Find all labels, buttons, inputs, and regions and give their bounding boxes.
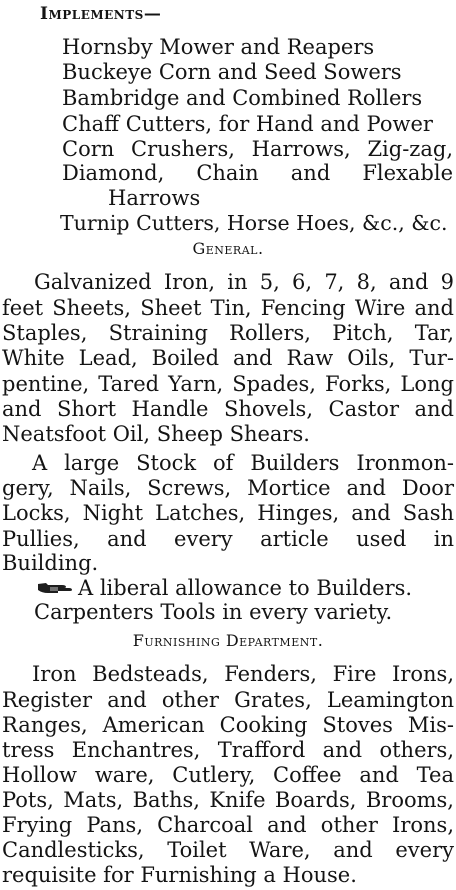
carpenters-tools-line: Carpenters Tools in every variety.: [34, 600, 393, 624]
implement-item: Bambridge and Combined Rollers: [62, 86, 423, 110]
general-para-line: pentine, Tared Yarn, Spades, Forks, Long: [2, 372, 454, 396]
general-para-line: Staples, Straining Rollers, Pitch, Tar,: [2, 321, 454, 345]
implement-item: Buckeye Corn and Seed Sowers: [62, 60, 402, 84]
builders-notice: [36, 576, 412, 600]
furnishing-para-line: Register and other Grates, Leamington: [2, 688, 454, 712]
general-para-line: feet Sheets, Sheet Tin, Fencing Wire and: [2, 296, 454, 320]
builders-allowance-text: A liberal allowance to Builders.: [78, 576, 413, 600]
furnishing-para-line: tress Enchantres, Trafford and others,: [2, 738, 454, 762]
general-heading: General.: [192, 239, 264, 258]
builders-para-line: Locks, Night Latches, Hinges, and Sash: [2, 501, 454, 525]
general-para-line: Galvanized Iron, in 5, 6, 7, 8, and 9: [34, 270, 454, 294]
implements-heading: Implements—: [40, 4, 162, 24]
furnishing-para-line: requisite for Furnishing a House.: [2, 863, 357, 887]
furnishing-para-line: Frying Pans, Charcoal and other Irons,: [2, 813, 454, 837]
general-para-line: White Lead, Boiled and Raw Oils, Tur-: [2, 346, 454, 370]
furnishing-para-line: Ranges, American Cooking Stoves Mis-: [2, 713, 454, 737]
implement-item: Corn Crushers, Harrows, Zig-zag,: [62, 137, 453, 161]
furnishing-para-line: Iron Bedsteads, Fenders, Fire Irons,: [32, 662, 454, 686]
general-para-line: and Short Handle Shovels, Castor and: [2, 397, 454, 421]
implement-item: Harrows: [108, 186, 201, 210]
implement-item: Chaff Cutters, for Hand and Power: [62, 112, 433, 136]
furnishing-para-line: Pots, Mats, Baths, Knife Boards, Brooms,: [2, 788, 454, 812]
builders-para-line: Building.: [2, 551, 99, 575]
general-para-line: Neatsfoot Oil, Sheep Shears.: [2, 422, 310, 446]
implement-item: Hornsby Mower and Reapers: [62, 35, 375, 59]
builders-para-line: A large Stock of Builders Ironmon-: [32, 451, 454, 475]
implement-item: Turnip Cutters, Horse Hoes, &c., &c.: [60, 211, 448, 235]
implement-item: Diamond, Chain and Flexable: [62, 161, 453, 185]
furnishing-para-line: Candlesticks, Toilet Ware, and every: [2, 838, 454, 862]
pointing-hand-icon: [36, 580, 74, 596]
builders-para-line: gery, Nails, Screws, Mortice and Door: [2, 476, 454, 500]
builders-para-line: Pullies, and every article used in: [2, 527, 454, 551]
furnishing-para-line: Hollow ware, Cutlery, Coffee and Tea: [2, 763, 454, 787]
furnishing-heading: Furnishing Department.: [132, 631, 324, 650]
